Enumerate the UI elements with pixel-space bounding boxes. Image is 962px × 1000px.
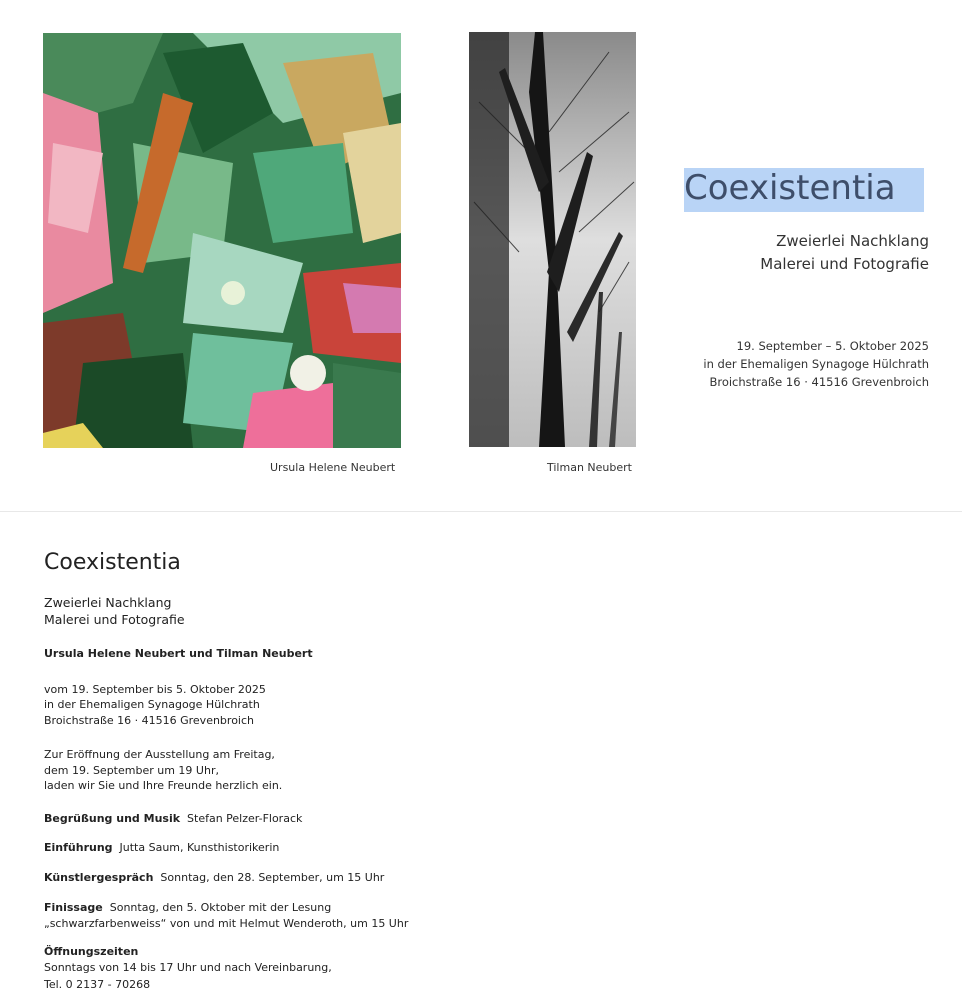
painting-graphic — [43, 33, 401, 448]
invitation-line: Zur Eröffnung der Ausstellung am Freitag, — [44, 748, 275, 761]
dates-line: vom 19. September bis 5. Oktober 2025 — [44, 682, 266, 696]
back-title: Coexistentia — [44, 550, 181, 575]
greeting-label: Begrüßung und Musik — [44, 811, 181, 825]
invitation-line: dem 19. September um 19 Uhr, — [44, 763, 219, 777]
front-title-text: Coexistentia — [684, 168, 896, 208]
fold-line-divider — [0, 511, 962, 512]
front-info-line: Broichstraße 16 · 41516 Grevenbroich — [709, 375, 929, 389]
front-info-line: 19. September – 5. Oktober 2025 — [736, 339, 929, 353]
invitation-line: laden wir Sie und Ihre Freunde herzlich ein. — [44, 779, 283, 792]
back-content — [44, 550, 464, 993]
back-subtitle-line: Zweierlei Nachklang — [44, 595, 172, 610]
program-intro — [44, 840, 464, 856]
greeting-text: Stefan Pelzer-Florack — [187, 811, 303, 825]
tree-photo-image — [469, 32, 636, 447]
program-finissage — [44, 900, 464, 931]
dates-line: in der Ehemaligen Synagoge Hülchrath — [44, 698, 260, 711]
hours-line: Sonntags von 14 bis 17 Uhr und nach Vereinbarung, — [44, 960, 332, 974]
back-dates — [44, 682, 464, 729]
finissage-text: Sonntag, den 5. Oktober mit der Lesung — [109, 901, 332, 914]
front-info-line: in der Ehemaligen Synagoge Hülchrath — [703, 357, 929, 371]
dates-line: Broichstraße 16 · 41516 Grevenbroich — [44, 713, 254, 727]
intro-label: Einführung — [44, 841, 113, 854]
back-invitation — [44, 747, 464, 794]
talk-text: Sonntag, den 28. September, um 15 Uhr — [160, 870, 385, 884]
back-subtitle — [44, 594, 464, 628]
front-title[interactable] — [684, 168, 896, 212]
front-subtitle — [760, 230, 929, 276]
finissage-label: Finissage — [44, 901, 103, 914]
opening-hours — [44, 944, 464, 993]
artists-names: Ursula Helene Neubert und Tilman Neubert — [44, 647, 313, 660]
intro-text: Jutta Saum, Kunsthistorikerin — [119, 841, 280, 854]
photo-caption: Tilman Neubert — [547, 461, 632, 474]
abstract-painting-image — [43, 33, 401, 448]
back-subtitle-line: Malerei und Fotografie — [44, 612, 185, 627]
back-artists — [44, 646, 464, 662]
finissage-line2: „schwarzfarbenweiss“ von und mit Helmut Wenderoth, um 15 Uhr — [44, 916, 409, 930]
front-event-info — [703, 337, 929, 391]
front-subtitle-line: Malerei und Fotografie — [760, 255, 929, 273]
front-subtitle-line: Zweierlei Nachklang — [776, 232, 929, 250]
photo-graphic — [469, 32, 636, 447]
phone-number: Tel. 0 2137 - 70268 — [44, 978, 151, 991]
painting-caption: Ursula Helene Neubert — [270, 461, 396, 474]
talk-label: Künstlergespräch — [44, 870, 154, 884]
hours-label: Öffnungszeiten — [44, 945, 139, 958]
program-greeting — [44, 811, 464, 827]
program-talk — [44, 870, 464, 886]
